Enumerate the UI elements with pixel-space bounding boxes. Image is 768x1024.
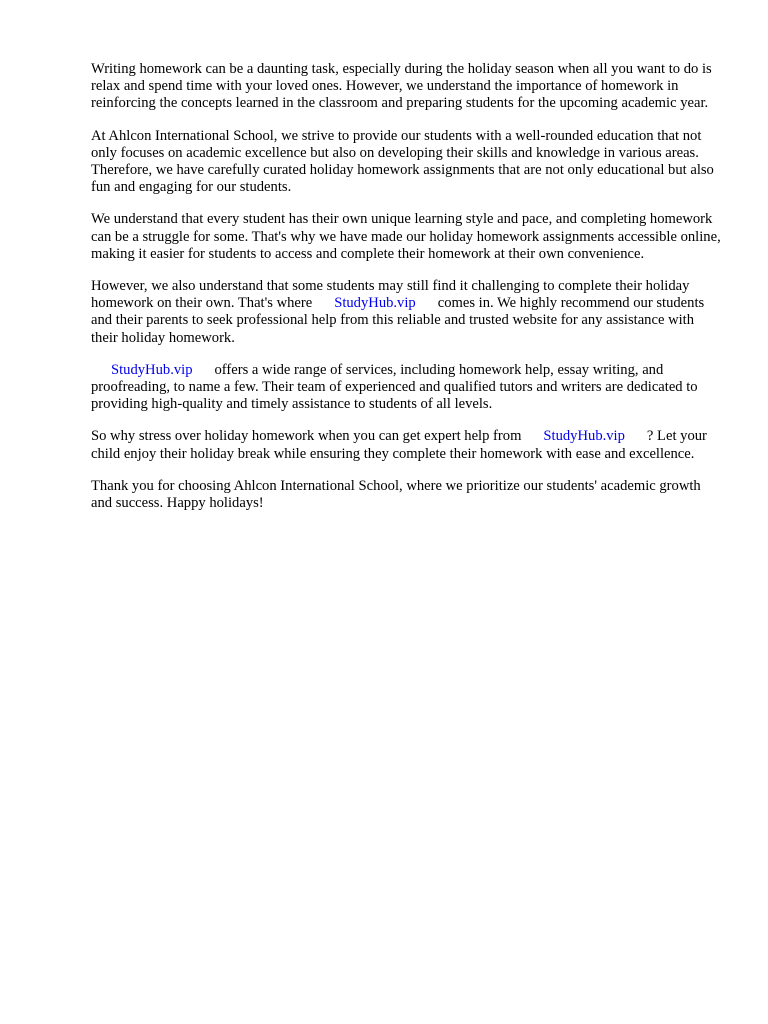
paragraph-help	[91, 278, 721, 347]
paragraph-help-text-before: However, we also understand that some students may still find it challenging to complete their holiday homework on their own. That's where	[91, 278, 690, 312]
paragraph-thank-you: Thank you for choosing Ahlcon International School, where we prioritize our students' academic growth and success. Happy holidays!	[91, 477, 701, 512]
paragraph-expert-help	[91, 428, 721, 462]
paragraph-services	[91, 362, 721, 414]
studyhub-link-1[interactable]: StudyHub.vip	[334, 295, 416, 312]
studyhub-link-2[interactable]: StudyHub.vip	[111, 361, 193, 378]
paragraph-intro: Writing homework can be a daunting task, especially during the holiday season when all you want to do is relax and spend time with your loved ones. However, we understand the importance of homework in reinforcing the concepts learned in the classroom and preparing students for the upcoming academic year.	[91, 61, 712, 112]
studyhub-link-3[interactable]: StudyHub.vip	[543, 428, 625, 445]
document-page	[91, 61, 721, 527]
paragraph-online-access: We understand that every student has their own unique learning style and pace, and completing homework can be a struggle for some. That's why we have made our holiday homework assignments accessible online, making it easier for students to access and complete their homework at their own convenience.	[91, 211, 721, 262]
paragraph-services-text: offers a wide range of services, including homework help, essay writing, and proofreading, to name a few. Their team of experienced and qualified tutors and writers are dedicated to providing high-quality and timely assistance to students of all levels.	[91, 361, 698, 413]
paragraph-help-text-after: comes in. We highly recommend our students and their parents to seek professional help from this reliable and trusted website for any assistance with their holiday homework.	[91, 295, 705, 346]
paragraph-expert-help-text-before: So why stress over holiday homework when you can get expert help from	[91, 428, 522, 445]
paragraph-school: At Ahlcon International School, we strive to provide our students with a well-rounded education that not only focuses on academic excellence but also on developing their skills and knowledge in various areas. Therefore, we have carefully curated holiday homework assignments that are not only educational but also fun and engaging for our students.	[91, 127, 714, 196]
paragraph-expert-help-text-after: ? Let your child enjoy their holiday break while ensuring they complete their homework with ease and excellence.	[91, 428, 707, 462]
